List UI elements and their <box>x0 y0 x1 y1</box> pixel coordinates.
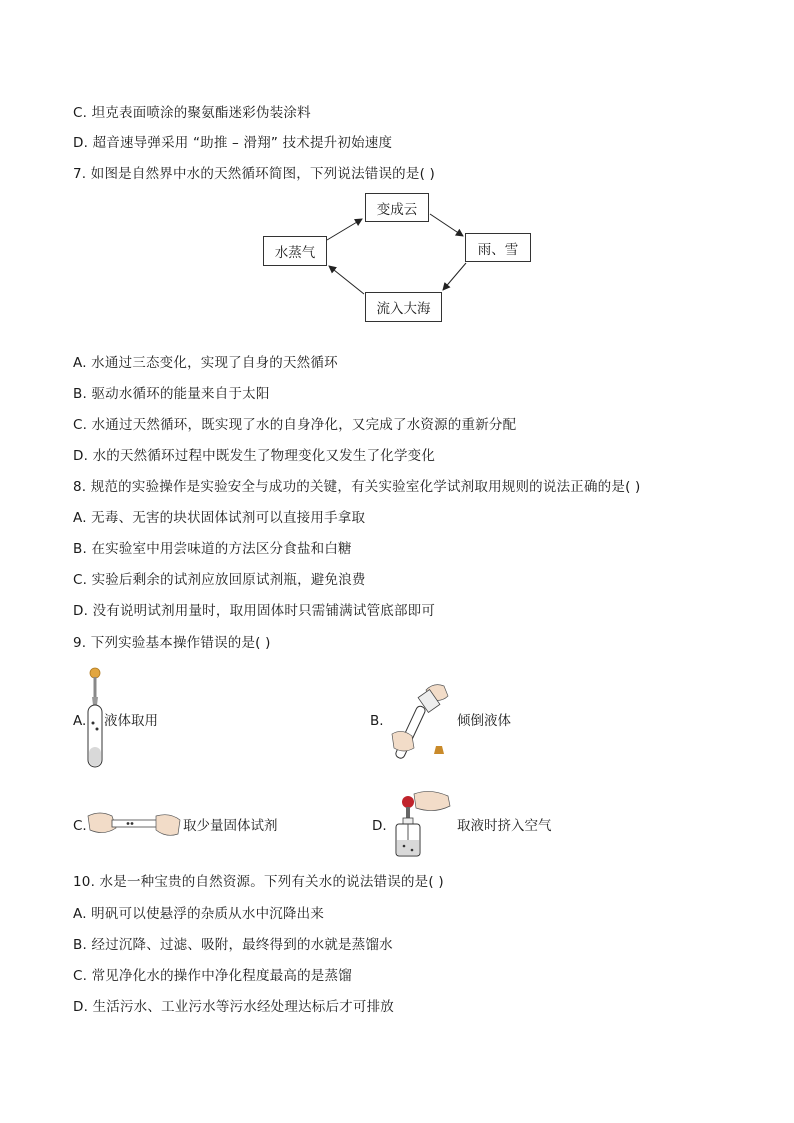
q8-option-d: D. 没有说明试剂用量时，取用固体时只需铺满试管底部即可 <box>73 603 436 619</box>
q9-stem: 9. 下列实验基本操作错误的是( ) <box>73 635 271 651</box>
cycle-box-vapor: 水蒸气 <box>263 236 327 266</box>
cycle-box-cloud: 变成云 <box>365 193 429 222</box>
q7-option-c: C. 水通过天然循环，既实现了水的自身净化，又完成了水资源的重新分配 <box>73 417 517 433</box>
q9-option-a-label: 液体取用 <box>104 713 158 729</box>
q6-option-d: D. 超音速导弹采用 “助推 – 滑翔” 技术提升初始速度 <box>73 135 393 151</box>
paper-trough-solid-icon <box>86 810 186 840</box>
pouring-liquid-icon <box>388 682 458 767</box>
q9-option-b-label: 倾倒液体 <box>457 713 511 729</box>
q9-option-d-letter: D. <box>372 818 387 834</box>
q10-option-a: A. 明矾可以使悬浮的杂质从水中沉降出来 <box>73 906 325 922</box>
q8-option-c: C. 实验后剩余的试剂应放回原试剂瓶，避免浪费 <box>73 572 366 588</box>
q9-option-c-label: 取少量固体试剂 <box>183 818 278 834</box>
q6-option-c: C. 坦克表面喷涂的聚氨酯迷彩伪装涂料 <box>73 105 311 121</box>
dropper-bottle-icon <box>388 790 458 860</box>
q7-stem: 7. 如图是自然界中水的天然循环简图，下列说法错误的是( ) <box>73 166 435 182</box>
q7-option-a: A. 水通过三态变化，实现了自身的天然循环 <box>73 355 338 371</box>
cycle-box-rain-snow: 雨、雪 <box>465 233 531 262</box>
q7-option-d: D. 水的天然循环过程中既发生了物理变化又发生了化学变化 <box>73 448 436 464</box>
q9-option-b-letter: B. <box>370 713 384 729</box>
q9-option-c-letter: C. <box>73 818 87 834</box>
q10-option-c: C. 常见净化水的操作中净化程度最高的是蒸馏 <box>73 968 352 984</box>
q8-stem: 8. 规范的实验操作是实验安全与成功的关键，有关实验室化学试剂取用规则的说法正确的是( ) <box>73 479 641 495</box>
q10-option-d: D. 生活污水、工业污水等污水经处理达标后才可排放 <box>73 999 394 1015</box>
q9-option-a-letter: A. <box>73 713 87 729</box>
q9-option-d-label: 取液时挤入空气 <box>457 818 552 834</box>
cycle-box-sea: 流入大海 <box>365 292 442 322</box>
q10-stem: 10. 水是一种宝贵的自然资源。下列有关水的说法错误的是( ) <box>73 874 444 890</box>
q8-option-a: A. 无毒、无害的块状固体试剂可以直接用手拿取 <box>73 510 366 526</box>
q8-option-b: B. 在实验室中用尝味道的方法区分食盐和白糖 <box>73 541 352 557</box>
q10-option-b: B. 经过沉降、过滤、吸附，最终得到的水就是蒸馏水 <box>73 937 393 953</box>
q7-option-b: B. 驱动水循环的能量来自于太阳 <box>73 386 270 402</box>
